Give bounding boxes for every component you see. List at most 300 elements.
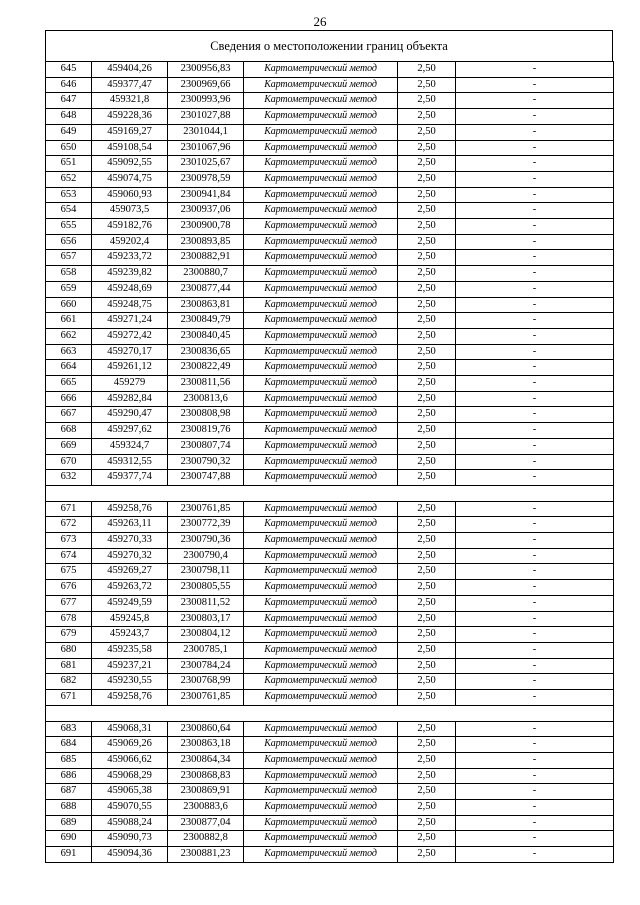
point-number-cell: 665 <box>46 376 92 392</box>
accuracy-cell: 2,50 <box>398 187 456 203</box>
x-coordinate-cell: 459279 <box>92 376 168 392</box>
x-coordinate-cell: 459065,38 <box>92 784 168 800</box>
description-cell: - <box>456 344 614 360</box>
accuracy-cell: 2,50 <box>398 611 456 627</box>
description-cell: - <box>456 721 614 737</box>
point-number-cell: 652 <box>46 171 92 187</box>
table-row <box>46 470 614 486</box>
point-number-cell: 670 <box>46 454 92 470</box>
description-cell: - <box>456 266 614 282</box>
accuracy-cell: 2,50 <box>398 690 456 706</box>
method-cell: Картометрический метод <box>244 266 398 282</box>
method-cell: Картометрический метод <box>244 831 398 847</box>
accuracy-cell: 2,50 <box>398 517 456 533</box>
separator-cell <box>92 705 168 721</box>
point-number-cell: 674 <box>46 548 92 564</box>
y-coordinate-cell: 2301025,67 <box>168 156 244 172</box>
point-number-cell: 667 <box>46 407 92 423</box>
accuracy-cell: 2,50 <box>398 391 456 407</box>
table-row <box>46 784 614 800</box>
point-number-cell: 691 <box>46 847 92 863</box>
method-cell: Картометрический метод <box>244 62 398 78</box>
y-coordinate-cell: 2300863,81 <box>168 297 244 313</box>
table-row <box>46 391 614 407</box>
method-cell: Картометрический метод <box>244 203 398 219</box>
x-coordinate-cell: 459068,29 <box>92 768 168 784</box>
accuracy-cell: 2,50 <box>398 815 456 831</box>
y-coordinate-cell: 2300822,49 <box>168 360 244 376</box>
x-coordinate-cell: 459169,27 <box>92 124 168 140</box>
x-coordinate-cell: 459108,54 <box>92 140 168 156</box>
accuracy-cell: 2,50 <box>398 77 456 93</box>
accuracy-cell: 2,50 <box>398 423 456 439</box>
method-cell: Картометрический метод <box>244 391 398 407</box>
accuracy-cell: 2,50 <box>398 674 456 690</box>
table-row <box>46 266 614 282</box>
method-cell: Картометрический метод <box>244 250 398 266</box>
point-number-cell: 650 <box>46 140 92 156</box>
y-coordinate-cell: 2300849,79 <box>168 313 244 329</box>
accuracy-cell: 2,50 <box>398 627 456 643</box>
accuracy-cell: 2,50 <box>398 564 456 580</box>
description-cell: - <box>456 328 614 344</box>
accuracy-cell: 2,50 <box>398 438 456 454</box>
accuracy-cell: 2,50 <box>398 140 456 156</box>
x-coordinate-cell: 459068,31 <box>92 721 168 737</box>
method-cell: Картометрический метод <box>244 313 398 329</box>
y-coordinate-cell: 2300798,11 <box>168 564 244 580</box>
y-coordinate-cell: 2300893,85 <box>168 234 244 250</box>
accuracy-cell: 2,50 <box>398 737 456 753</box>
table-row <box>46 171 614 187</box>
y-coordinate-cell: 2300811,56 <box>168 376 244 392</box>
point-number-cell: 678 <box>46 611 92 627</box>
x-coordinate-cell: 459261,12 <box>92 360 168 376</box>
accuracy-cell: 2,50 <box>398 376 456 392</box>
accuracy-cell: 2,50 <box>398 501 456 517</box>
point-number-cell: 657 <box>46 250 92 266</box>
point-number-cell: 673 <box>46 533 92 549</box>
x-coordinate-cell: 459270,17 <box>92 344 168 360</box>
point-number-cell: 659 <box>46 281 92 297</box>
point-number-cell: 668 <box>46 423 92 439</box>
x-coordinate-cell: 459237,21 <box>92 658 168 674</box>
x-coordinate-cell: 459272,42 <box>92 328 168 344</box>
accuracy-cell: 2,50 <box>398 297 456 313</box>
method-cell: Картометрический метод <box>244 595 398 611</box>
description-cell: - <box>456 109 614 125</box>
y-coordinate-cell: 2300969,66 <box>168 77 244 93</box>
table-row <box>46 423 614 439</box>
description-cell: - <box>456 140 614 156</box>
method-cell: Картометрический метод <box>244 93 398 109</box>
description-cell: - <box>456 548 614 564</box>
y-coordinate-cell: 2300882,91 <box>168 250 244 266</box>
table-row <box>46 344 614 360</box>
point-number-cell: 656 <box>46 234 92 250</box>
description-cell: - <box>456 517 614 533</box>
description-cell: - <box>456 564 614 580</box>
x-coordinate-cell: 459248,69 <box>92 281 168 297</box>
y-coordinate-cell: 2300747,88 <box>168 470 244 486</box>
accuracy-cell: 2,50 <box>398 658 456 674</box>
accuracy-cell: 2,50 <box>398 313 456 329</box>
method-cell: Картометрический метод <box>244 140 398 156</box>
separator-cell <box>456 705 614 721</box>
table-row <box>46 627 614 643</box>
point-number-cell: 676 <box>46 580 92 596</box>
point-number-cell: 681 <box>46 658 92 674</box>
description-cell: - <box>456 580 614 596</box>
table-row <box>46 360 614 376</box>
x-coordinate-cell: 459092,55 <box>92 156 168 172</box>
accuracy-cell: 2,50 <box>398 124 456 140</box>
x-coordinate-cell: 459182,76 <box>92 219 168 235</box>
point-number-cell: 684 <box>46 737 92 753</box>
x-coordinate-cell: 459321,8 <box>92 93 168 109</box>
point-number-cell: 646 <box>46 77 92 93</box>
x-coordinate-cell: 459270,33 <box>92 533 168 549</box>
point-number-cell: 653 <box>46 187 92 203</box>
method-cell: Картометрический метод <box>244 77 398 93</box>
table-row <box>46 768 614 784</box>
x-coordinate-cell: 459239,82 <box>92 266 168 282</box>
point-number-cell: 662 <box>46 328 92 344</box>
description-cell: - <box>456 297 614 313</box>
method-cell: Картометрический метод <box>244 768 398 784</box>
table-row <box>46 203 614 219</box>
method-cell: Картометрический метод <box>244 109 398 125</box>
description-cell: - <box>456 611 614 627</box>
accuracy-cell: 2,50 <box>398 643 456 659</box>
method-cell: Картометрический метод <box>244 124 398 140</box>
method-cell: Картометрический метод <box>244 658 398 674</box>
accuracy-cell: 2,50 <box>398 234 456 250</box>
table-row <box>46 281 614 297</box>
y-coordinate-cell: 2300880,7 <box>168 266 244 282</box>
table-row <box>46 328 614 344</box>
point-number-cell: 679 <box>46 627 92 643</box>
table-row <box>46 595 614 611</box>
description-cell: - <box>456 360 614 376</box>
description-cell: - <box>456 690 614 706</box>
method-cell: Картометрический метод <box>244 690 398 706</box>
point-number-cell: 675 <box>46 564 92 580</box>
description-cell: - <box>456 281 614 297</box>
x-coordinate-cell: 459249,59 <box>92 595 168 611</box>
method-cell: Картометрический метод <box>244 847 398 863</box>
y-coordinate-cell: 2300868,83 <box>168 768 244 784</box>
y-coordinate-cell: 2301027,88 <box>168 109 244 125</box>
method-cell: Картометрический метод <box>244 737 398 753</box>
x-coordinate-cell: 459290,47 <box>92 407 168 423</box>
table-row <box>46 800 614 816</box>
point-number-cell: 632 <box>46 470 92 486</box>
table-caption: Сведения о местоположении границ объекта <box>45 30 613 61</box>
table-row <box>46 533 614 549</box>
x-coordinate-cell: 459297,62 <box>92 423 168 439</box>
y-coordinate-cell: 2300768,99 <box>168 674 244 690</box>
x-coordinate-cell: 459235,58 <box>92 643 168 659</box>
accuracy-cell: 2,50 <box>398 360 456 376</box>
description-cell: - <box>456 815 614 831</box>
description-cell: - <box>456 533 614 549</box>
accuracy-cell: 2,50 <box>398 768 456 784</box>
table-row <box>46 454 614 470</box>
accuracy-cell: 2,50 <box>398 470 456 486</box>
table-row <box>46 721 614 737</box>
description-cell: - <box>456 77 614 93</box>
table-row <box>46 109 614 125</box>
accuracy-cell: 2,50 <box>398 454 456 470</box>
table-row <box>46 517 614 533</box>
table-row <box>46 407 614 423</box>
x-coordinate-cell: 459312,55 <box>92 454 168 470</box>
method-cell: Картометрический метод <box>244 580 398 596</box>
x-coordinate-cell: 459090,73 <box>92 831 168 847</box>
y-coordinate-cell: 2300937,06 <box>168 203 244 219</box>
table-row <box>46 737 614 753</box>
separator-cell <box>168 485 244 501</box>
description-cell: - <box>456 391 614 407</box>
x-coordinate-cell: 459243,7 <box>92 627 168 643</box>
description-cell: - <box>456 643 614 659</box>
accuracy-cell: 2,50 <box>398 580 456 596</box>
y-coordinate-cell: 2300836,65 <box>168 344 244 360</box>
y-coordinate-cell: 2300807,74 <box>168 438 244 454</box>
point-number-cell: 671 <box>46 690 92 706</box>
description-cell: - <box>456 752 614 768</box>
accuracy-cell: 2,50 <box>398 250 456 266</box>
x-coordinate-cell: 459070,55 <box>92 800 168 816</box>
separator-cell <box>398 485 456 501</box>
point-number-cell: 689 <box>46 815 92 831</box>
x-coordinate-cell: 459245,8 <box>92 611 168 627</box>
x-coordinate-cell: 459069,26 <box>92 737 168 753</box>
accuracy-cell: 2,50 <box>398 219 456 235</box>
table-row <box>46 752 614 768</box>
accuracy-cell: 2,50 <box>398 344 456 360</box>
table-row <box>46 62 614 78</box>
x-coordinate-cell: 459282,84 <box>92 391 168 407</box>
separator-cell <box>168 705 244 721</box>
method-cell: Картометрический метод <box>244 721 398 737</box>
y-coordinate-cell: 2300803,17 <box>168 611 244 627</box>
table-row <box>46 219 614 235</box>
description-cell: - <box>456 784 614 800</box>
method-cell: Картометрический метод <box>244 156 398 172</box>
x-coordinate-cell: 459074,75 <box>92 171 168 187</box>
separator-cell <box>244 485 398 501</box>
accuracy-cell: 2,50 <box>398 156 456 172</box>
description-cell: - <box>456 800 614 816</box>
point-number-cell: 654 <box>46 203 92 219</box>
table-row <box>46 187 614 203</box>
description-cell: - <box>456 454 614 470</box>
point-number-cell: 683 <box>46 721 92 737</box>
point-number-cell: 666 <box>46 391 92 407</box>
description-cell: - <box>456 203 614 219</box>
table-row <box>46 297 614 313</box>
method-cell: Картометрический метод <box>244 501 398 517</box>
method-cell: Картометрический метод <box>244 627 398 643</box>
point-number-cell: 685 <box>46 752 92 768</box>
method-cell: Картометрический метод <box>244 376 398 392</box>
table-row <box>46 690 614 706</box>
y-coordinate-cell: 2300813,6 <box>168 391 244 407</box>
method-cell: Картометрический метод <box>244 517 398 533</box>
separator-cell <box>92 485 168 501</box>
y-coordinate-cell: 2300881,23 <box>168 847 244 863</box>
group-separator-row <box>46 705 614 721</box>
table-row <box>46 234 614 250</box>
point-number-cell: 690 <box>46 831 92 847</box>
x-coordinate-cell: 459377,47 <box>92 77 168 93</box>
method-cell: Картометрический метод <box>244 171 398 187</box>
y-coordinate-cell: 2300790,32 <box>168 454 244 470</box>
point-number-cell: 661 <box>46 313 92 329</box>
accuracy-cell: 2,50 <box>398 171 456 187</box>
accuracy-cell: 2,50 <box>398 62 456 78</box>
description-cell: - <box>456 423 614 439</box>
x-coordinate-cell: 459377,74 <box>92 470 168 486</box>
description-cell: - <box>456 501 614 517</box>
accuracy-cell: 2,50 <box>398 752 456 768</box>
method-cell: Картометрический метод <box>244 752 398 768</box>
y-coordinate-cell: 2300761,85 <box>168 690 244 706</box>
method-cell: Картометрический метод <box>244 611 398 627</box>
method-cell: Картометрический метод <box>244 344 398 360</box>
table-row <box>46 438 614 454</box>
y-coordinate-cell: 2300808,98 <box>168 407 244 423</box>
separator-cell <box>46 705 92 721</box>
description-cell: - <box>456 234 614 250</box>
accuracy-cell: 2,50 <box>398 595 456 611</box>
table-row <box>46 77 614 93</box>
accuracy-cell: 2,50 <box>398 800 456 816</box>
x-coordinate-cell: 459094,36 <box>92 847 168 863</box>
x-coordinate-cell: 459271,24 <box>92 313 168 329</box>
description-cell: - <box>456 187 614 203</box>
table-body <box>46 62 614 863</box>
y-coordinate-cell: 2300784,24 <box>168 658 244 674</box>
point-number-cell: 672 <box>46 517 92 533</box>
y-coordinate-cell: 2300860,64 <box>168 721 244 737</box>
accuracy-cell: 2,50 <box>398 203 456 219</box>
y-coordinate-cell: 2300956,83 <box>168 62 244 78</box>
y-coordinate-cell: 2301067,96 <box>168 140 244 156</box>
description-cell: - <box>456 156 614 172</box>
y-coordinate-cell: 2300941,84 <box>168 187 244 203</box>
method-cell: Картометрический метод <box>244 297 398 313</box>
accuracy-cell: 2,50 <box>398 266 456 282</box>
point-number-cell: 669 <box>46 438 92 454</box>
method-cell: Картометрический метод <box>244 407 398 423</box>
description-cell: - <box>456 93 614 109</box>
x-coordinate-cell: 459073,5 <box>92 203 168 219</box>
description-cell: - <box>456 438 614 454</box>
point-number-cell: 688 <box>46 800 92 816</box>
group-separator-row <box>46 485 614 501</box>
y-coordinate-cell: 2300790,4 <box>168 548 244 564</box>
description-cell: - <box>456 595 614 611</box>
table-row <box>46 124 614 140</box>
point-number-cell: 680 <box>46 643 92 659</box>
point-number-cell: 658 <box>46 266 92 282</box>
x-coordinate-cell: 459230,55 <box>92 674 168 690</box>
method-cell: Картометрический метод <box>244 281 398 297</box>
point-number-cell: 671 <box>46 501 92 517</box>
x-coordinate-cell: 459404,26 <box>92 62 168 78</box>
x-coordinate-cell: 459066,62 <box>92 752 168 768</box>
table-row <box>46 815 614 831</box>
table-row <box>46 847 614 863</box>
x-coordinate-cell: 459233,72 <box>92 250 168 266</box>
x-coordinate-cell: 459270,32 <box>92 548 168 564</box>
y-coordinate-cell: 2300869,91 <box>168 784 244 800</box>
point-number-cell: 647 <box>46 93 92 109</box>
method-cell: Картометрический метод <box>244 533 398 549</box>
x-coordinate-cell: 459324,7 <box>92 438 168 454</box>
accuracy-cell: 2,50 <box>398 548 456 564</box>
table-row <box>46 643 614 659</box>
description-cell: - <box>456 171 614 187</box>
x-coordinate-cell: 459258,76 <box>92 690 168 706</box>
x-coordinate-cell: 459248,75 <box>92 297 168 313</box>
method-cell: Картометрический метод <box>244 800 398 816</box>
table-row <box>46 501 614 517</box>
table-row <box>46 611 614 627</box>
description-cell: - <box>456 250 614 266</box>
method-cell: Картометрический метод <box>244 815 398 831</box>
method-cell: Картометрический метод <box>244 438 398 454</box>
method-cell: Картометрический метод <box>244 564 398 580</box>
y-coordinate-cell: 2300864,34 <box>168 752 244 768</box>
accuracy-cell: 2,50 <box>398 847 456 863</box>
separator-cell <box>398 705 456 721</box>
y-coordinate-cell: 2300877,44 <box>168 281 244 297</box>
y-coordinate-cell: 2300819,76 <box>168 423 244 439</box>
x-coordinate-cell: 459060,93 <box>92 187 168 203</box>
method-cell: Картометрический метод <box>244 454 398 470</box>
y-coordinate-cell: 2300900,78 <box>168 219 244 235</box>
method-cell: Картометрический метод <box>244 219 398 235</box>
accuracy-cell: 2,50 <box>398 93 456 109</box>
y-coordinate-cell: 2300978,59 <box>168 171 244 187</box>
accuracy-cell: 2,50 <box>398 784 456 800</box>
method-cell: Картометрический метод <box>244 328 398 344</box>
separator-cell <box>46 485 92 501</box>
method-cell: Картометрический метод <box>244 548 398 564</box>
y-coordinate-cell: 2300882,8 <box>168 831 244 847</box>
description-cell: - <box>456 627 614 643</box>
y-coordinate-cell: 2301044,1 <box>168 124 244 140</box>
method-cell: Картометрический метод <box>244 674 398 690</box>
point-number-cell: 648 <box>46 109 92 125</box>
point-number-cell: 687 <box>46 784 92 800</box>
description-cell: - <box>456 313 614 329</box>
point-number-cell: 660 <box>46 297 92 313</box>
x-coordinate-cell: 459263,72 <box>92 580 168 596</box>
accuracy-cell: 2,50 <box>398 831 456 847</box>
method-cell: Картометрический метод <box>244 470 398 486</box>
point-number-cell: 649 <box>46 124 92 140</box>
description-cell: - <box>456 737 614 753</box>
separator-cell <box>244 705 398 721</box>
boundary-table <box>45 30 613 863</box>
method-cell: Картометрический метод <box>244 234 398 250</box>
x-coordinate-cell: 459258,76 <box>92 501 168 517</box>
